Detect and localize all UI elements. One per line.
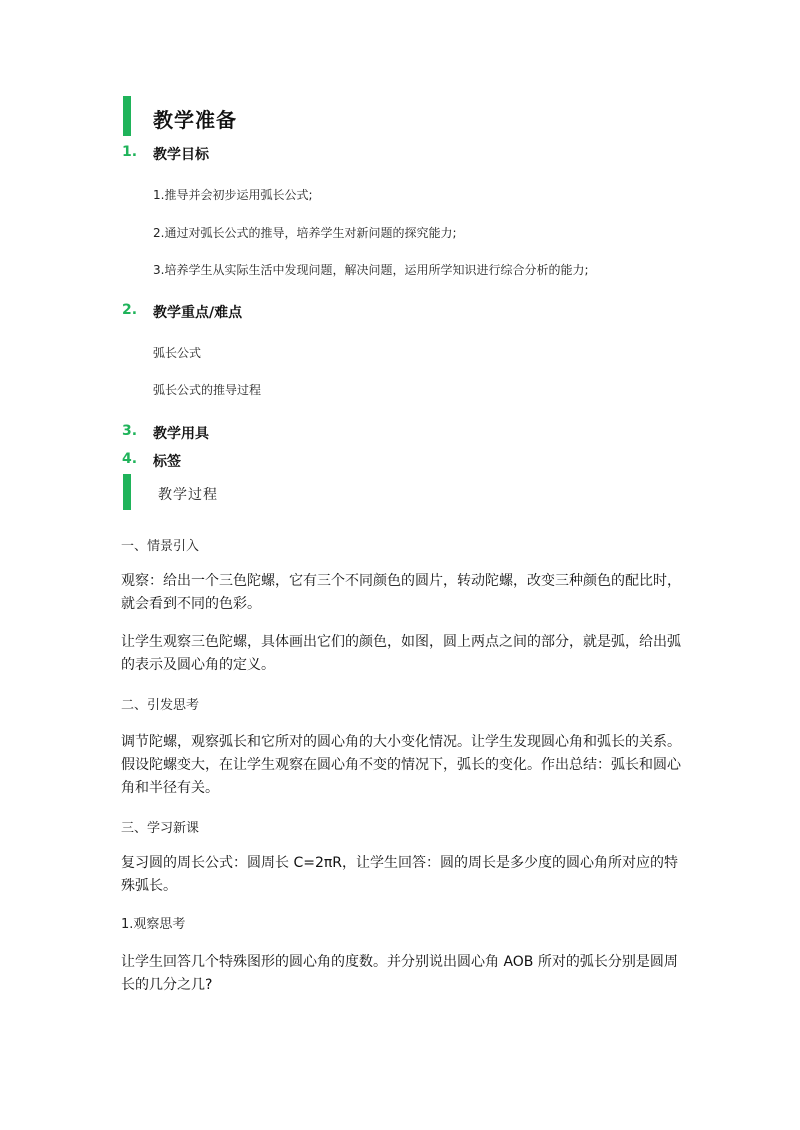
section-title-key-points: 教学重点/难点 [153,305,243,321]
process-section-1-title: 一、情景引入 [121,539,200,554]
process-accent-bar [123,474,131,510]
page-title: 教学准备 [153,108,237,132]
section-number-2: 2. [122,302,138,318]
section-title-goals: 教学目标 [153,147,209,163]
process-section-2-title: 二、引发思考 [121,698,200,713]
section-number-3: 3. [122,423,138,439]
process-title: 教学过程 [158,487,218,503]
key-point-1: 弧长公式 [153,346,202,360]
title-accent-bar [123,96,131,136]
goal-item-3: 3.培养学生从实际生活中发现问题，解决问题，运用所学知识进行综合分析的能力; [153,263,589,277]
process-section-3-title: 三、学习新课 [121,821,200,836]
goal-item-2: 2.通过对弧长公式的推导，培养学生对新问题的探究能力; [153,226,457,240]
process-section-3-subtitle: 1.观察思考 [121,917,186,932]
section-number-4: 4. [122,451,138,467]
section-number-1: 1. [122,144,138,160]
process-section-3-paragraph-2: 让学生回答几个特殊图形的圆心角的度数。并分别说出圆心角 AOB 所对的弧长分别是圆周长的几分之几? [121,954,678,993]
section-title-tools: 教学用具 [153,426,209,442]
process-section-1-paragraph-2: 让学生观察三色陀螺，具体画出它们的颜色，如图，圆上两点之间的部分，就是弧，给出弧的表示及圆心角的定义。 [121,634,681,673]
process-section-1-paragraph-1: 观察：给出一个三色陀螺，它有三个不同颜色的圆片，转动陀螺，改变三种颜色的配比时，就会看到不同的色彩。 [121,573,681,612]
process-section-3-paragraph-1: 复习圆的周长公式：圆周长 C=2πR，让学生回答：圆的周长是多少度的圆心角所对应的特殊弧长。 [121,855,679,894]
key-point-2: 弧长公式的推导过程 [153,383,262,397]
section-title-tags: 标签 [153,454,181,470]
goal-item-1: 1.推导并会初步运用弧长公式; [153,188,313,202]
process-section-2-paragraph-1: 调节陀螺，观察弧长和它所对的圆心角的大小变化情况。让学生发现圆心角和弧长的关系。假设陀螺变大，在让学生观察在圆心角不变的情况下，弧长的变化。作出总结：弧长和圆心角和半径有关。 [121,734,681,796]
